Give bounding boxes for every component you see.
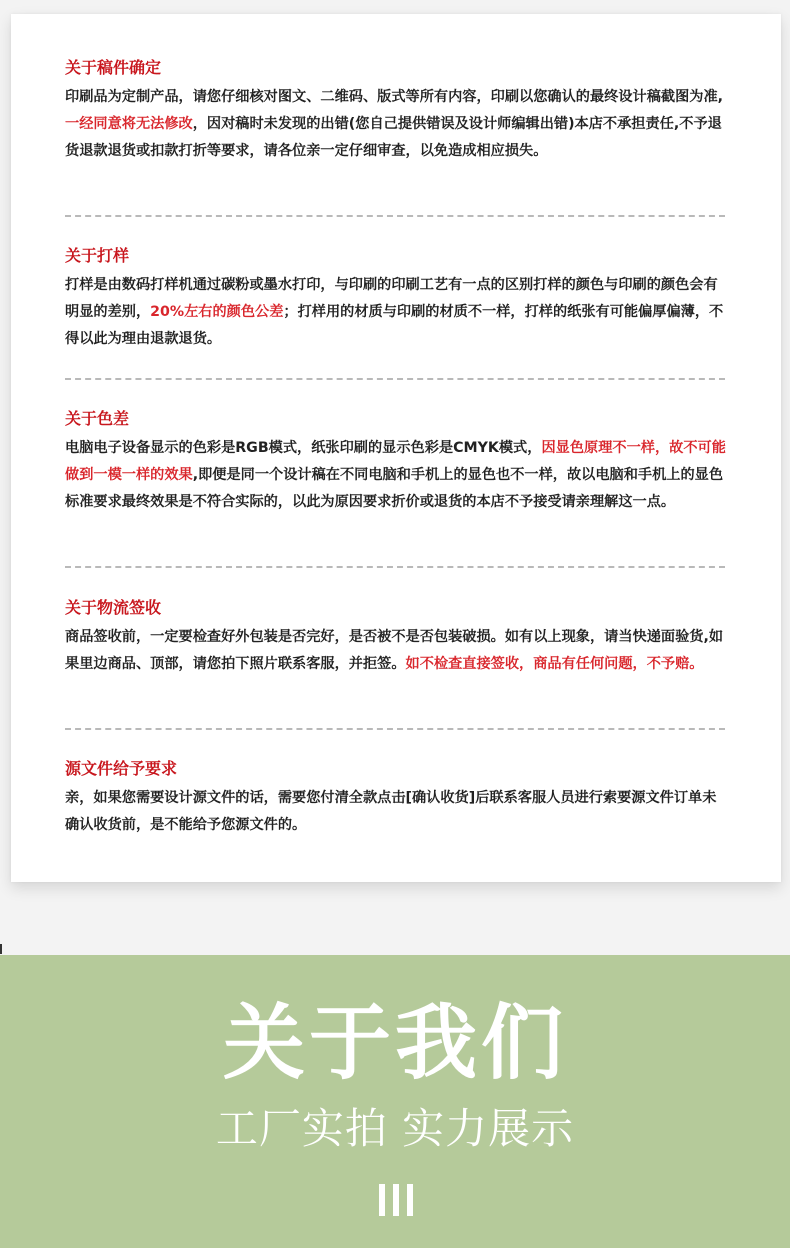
section-body	[65, 84, 727, 165]
highlight-text: 20%左右的颜色公差	[150, 304, 284, 320]
section-heading: 关于打样	[65, 246, 130, 265]
notice-card	[11, 14, 781, 882]
section-delivery	[65, 598, 727, 678]
highlight-text: 如不检查直接签收，商品有任何问题，不予赔。	[405, 656, 704, 672]
body-text: ，因对稿时未发现的出错(您自己提供错误及设计师编辑出错)本店不承担责任,不予退货退款退货或扣款打折等要求，请各位亲一定仔细审查，以免造成相应损失。	[65, 116, 722, 159]
section-body	[65, 785, 727, 839]
body-text: 印刷品为定制产品，请您仔细核对图文、二维码、版式等所有内容，印刷以您确认的最终设计稿截图为准,	[65, 89, 724, 105]
section-proofing	[65, 246, 727, 353]
about-us-banner	[0, 955, 790, 1248]
body-text: 电脑电子设备显示的色彩是RGB模式，纸张印刷的显示色彩是CMYK模式，	[65, 440, 542, 456]
dashed-divider	[65, 566, 725, 568]
banner-title: 关于我们	[222, 996, 567, 1091]
body-text: ,即便是同一个设计稿在不同电脑和手机上的显色也不一样，故以电脑和手机上的显色标准要求最终效果是不符合实际的，以此为原因要求折价或退货的本店不予接受请亲理解这一点。	[65, 467, 724, 510]
edge-mark	[0, 944, 2, 954]
dashed-divider	[65, 378, 725, 380]
section-heading: 源文件给予要求	[65, 759, 178, 778]
body-text: 打样是由数码打样机通过碳粉或墨水打印，与印刷的印刷工艺有一点的区别打样的颜色与印刷的颜色会有明显的差别，	[65, 277, 718, 320]
dashed-divider	[65, 728, 725, 730]
section-source-files	[65, 759, 727, 839]
banner-subtitle: 工厂实拍 实力展示	[215, 1104, 575, 1153]
section-draft-confirm	[65, 58, 727, 165]
section-heading: 关于稿件确定	[65, 58, 162, 77]
body-text: 商品签收前，一定要检查好外包装是否完好，是否被不是否包装破损。如有以上现象，请当快递面验货,如果里边商品、顶部，请您拍下照片联系客服，并拒签。	[65, 629, 724, 672]
section-heading: 关于物流签收	[65, 598, 162, 617]
scroll-down-icon	[377, 1184, 415, 1216]
section-color-diff	[65, 409, 727, 516]
body-text: ；打样用的材质与印刷的材质不一样，打样的纸张有可能偏厚偏薄，不得以此为理由退款退货。	[65, 304, 724, 347]
highlight-text: 因显色原理不一样，故不可能做到一模一样的效果	[65, 440, 726, 483]
section-body	[65, 624, 727, 678]
highlight-text: 一经同意将无法修改	[65, 116, 193, 132]
dashed-divider	[65, 215, 725, 217]
section-body	[65, 272, 727, 353]
section-body	[65, 435, 727, 516]
body-text: 亲，如果您需要设计源文件的话，需要您付清全款点击[确认收货]后联系客服人员进行索要源文件订单未确认收货前，是不能给予您源文件的。	[65, 790, 717, 833]
section-heading: 关于色差	[65, 409, 130, 428]
